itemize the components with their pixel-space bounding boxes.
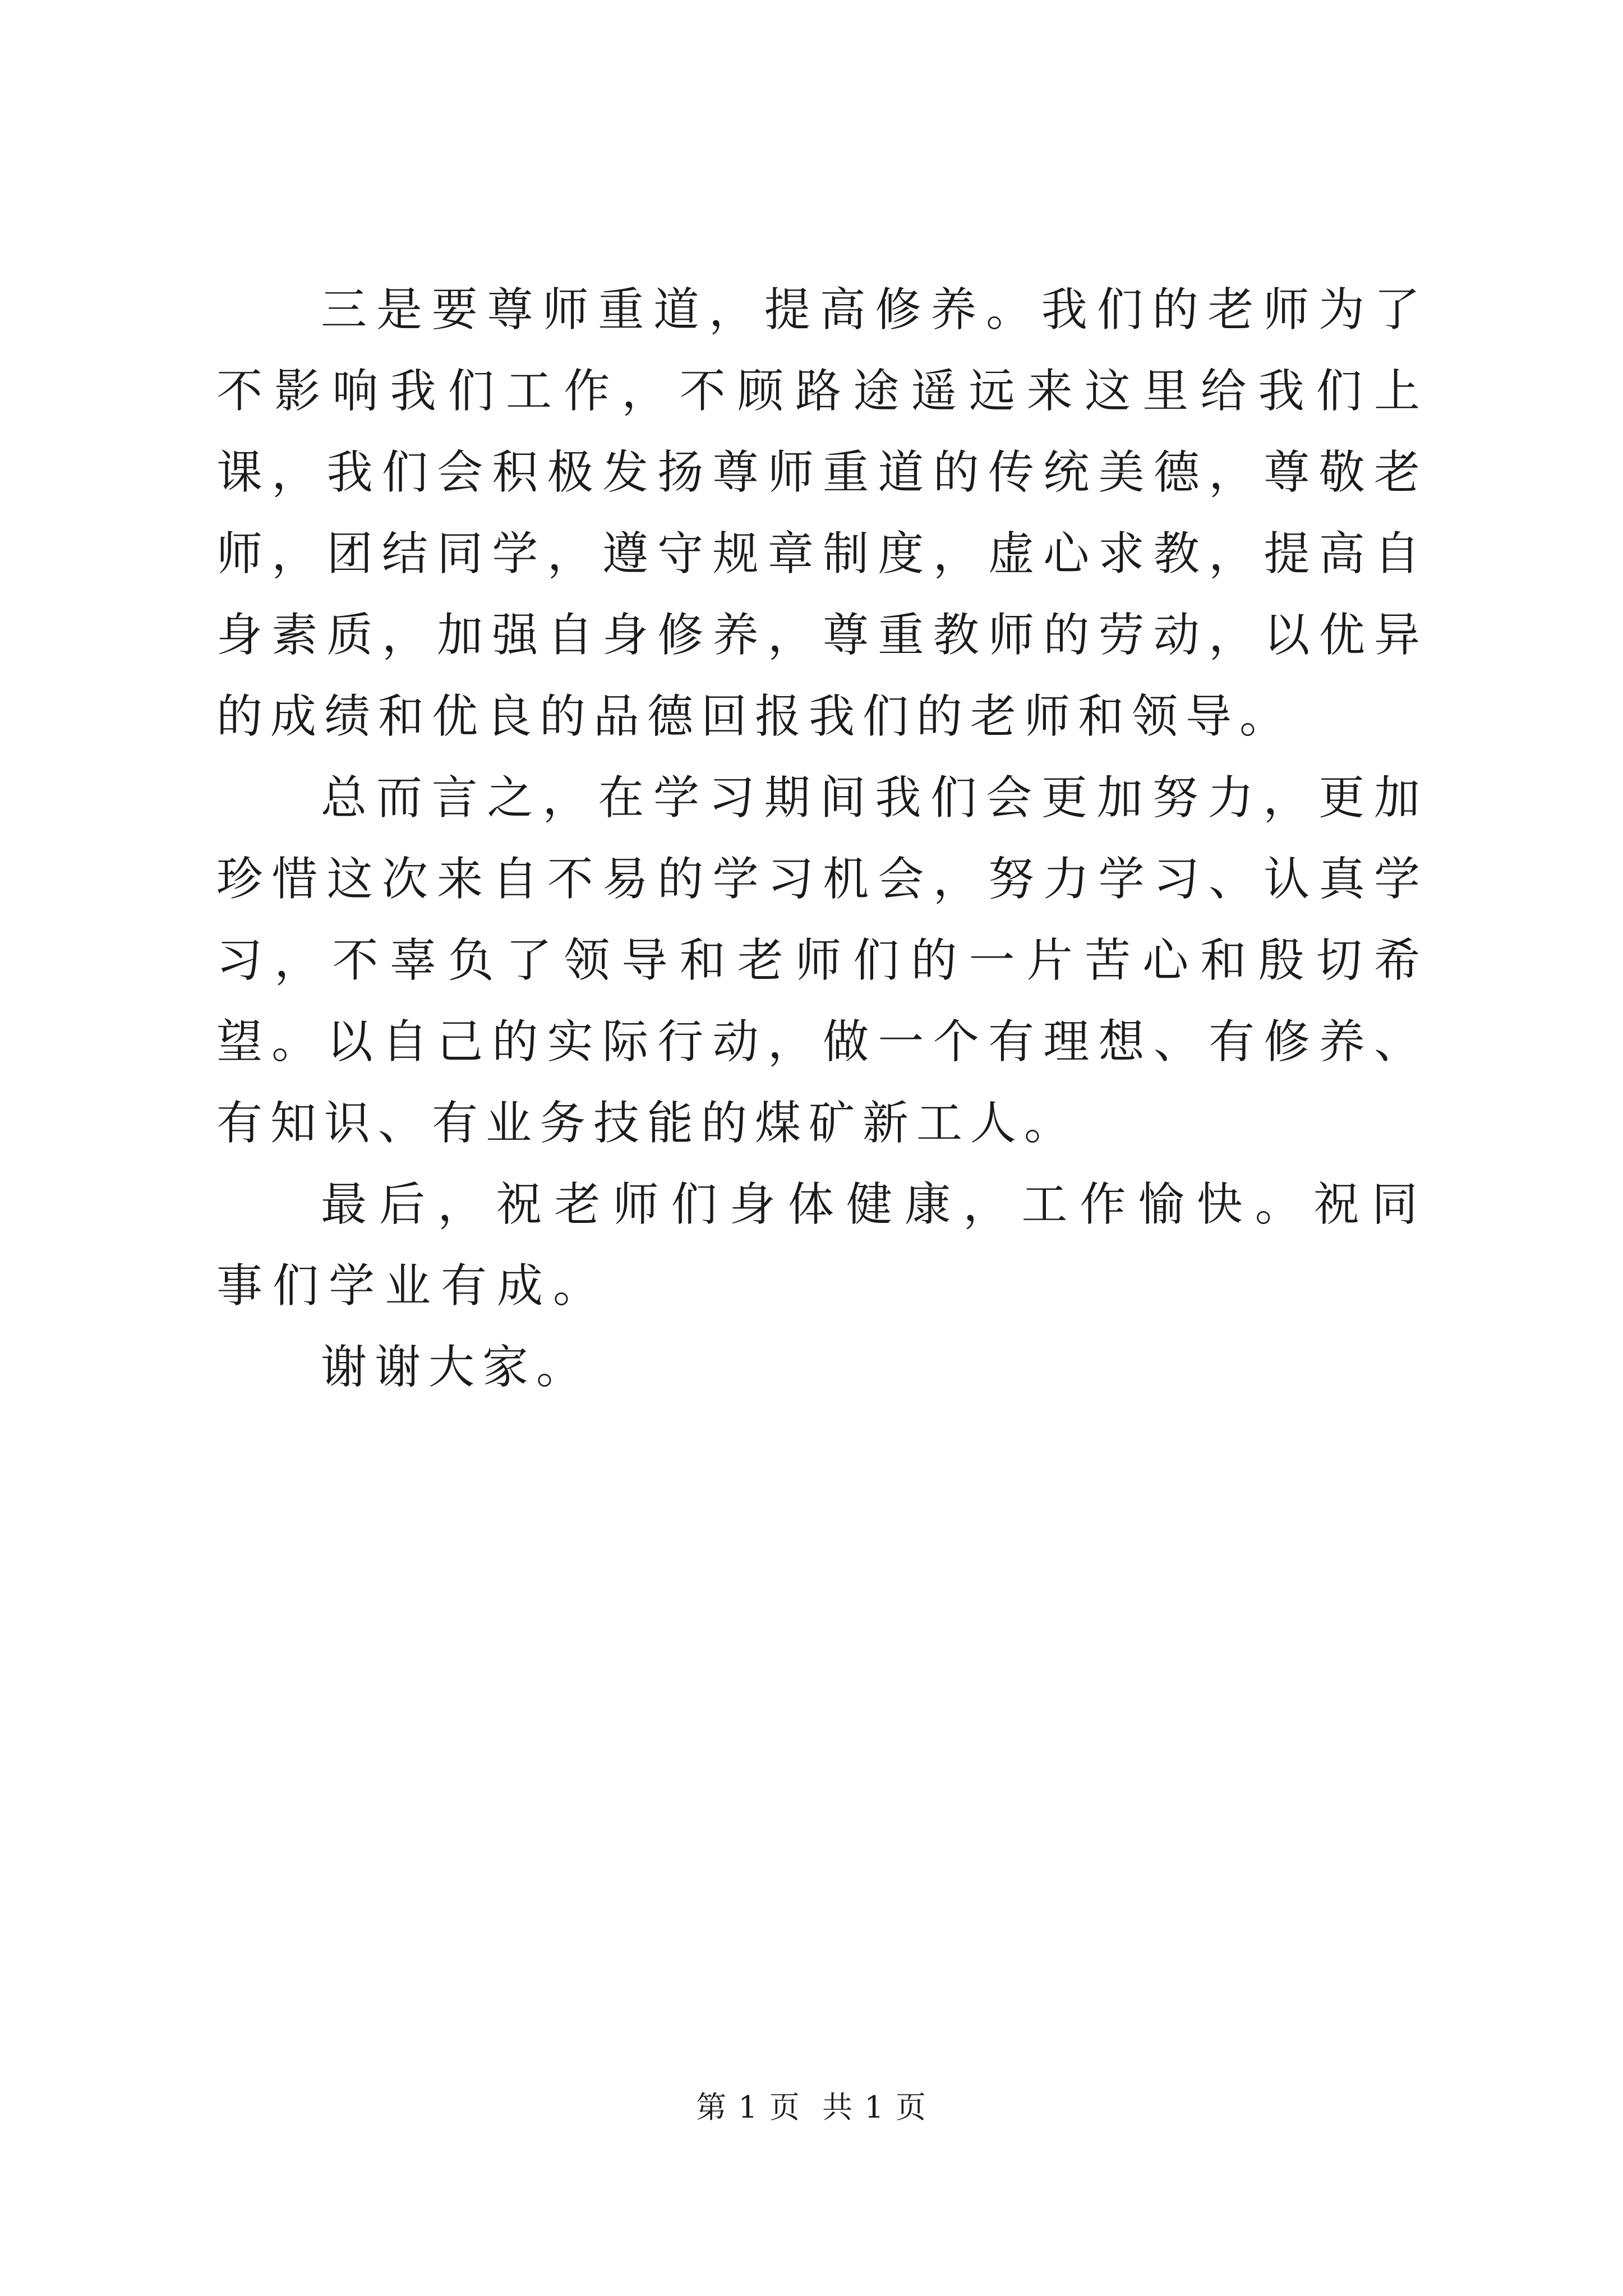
paragraph-summary: 总而言之，在学习期间我们会更加努力，更加珍惜这次来自不易的学习机会，努力学习、认真学习，不辜负了领导和老师们的一片苦心和殷切希望。以自己的实际行动，做一个有理想、有修养、有知识、有业务技能的煤矿新工人。 [216, 771, 1428, 1150]
paragraph-wishes: 最后，祝老师们身体健康，工作愉快。祝同事们学业有成。 [216, 1178, 1428, 1313]
document-body [216, 269, 1428, 1408]
paragraph-thanks: 谢谢大家。 [321, 1341, 591, 1394]
paragraph-respect-teachers: 三是要尊师重道，提高修养。我们的老师为了不影响我们工作，不顾路途遥远来这里给我们上课，我们会积极发扬尊师重道的传统美德，尊敬老师，团结同学，遵守规章制度，虚心求教，提高自身素质，加强自身修养，尊重教师的劳动，以优异的成绩和优良的品德回报我们的老师和领导。 [216, 283, 1428, 743]
page-number-footer: 第 1 页 共 1 页 [696, 2090, 927, 2125]
